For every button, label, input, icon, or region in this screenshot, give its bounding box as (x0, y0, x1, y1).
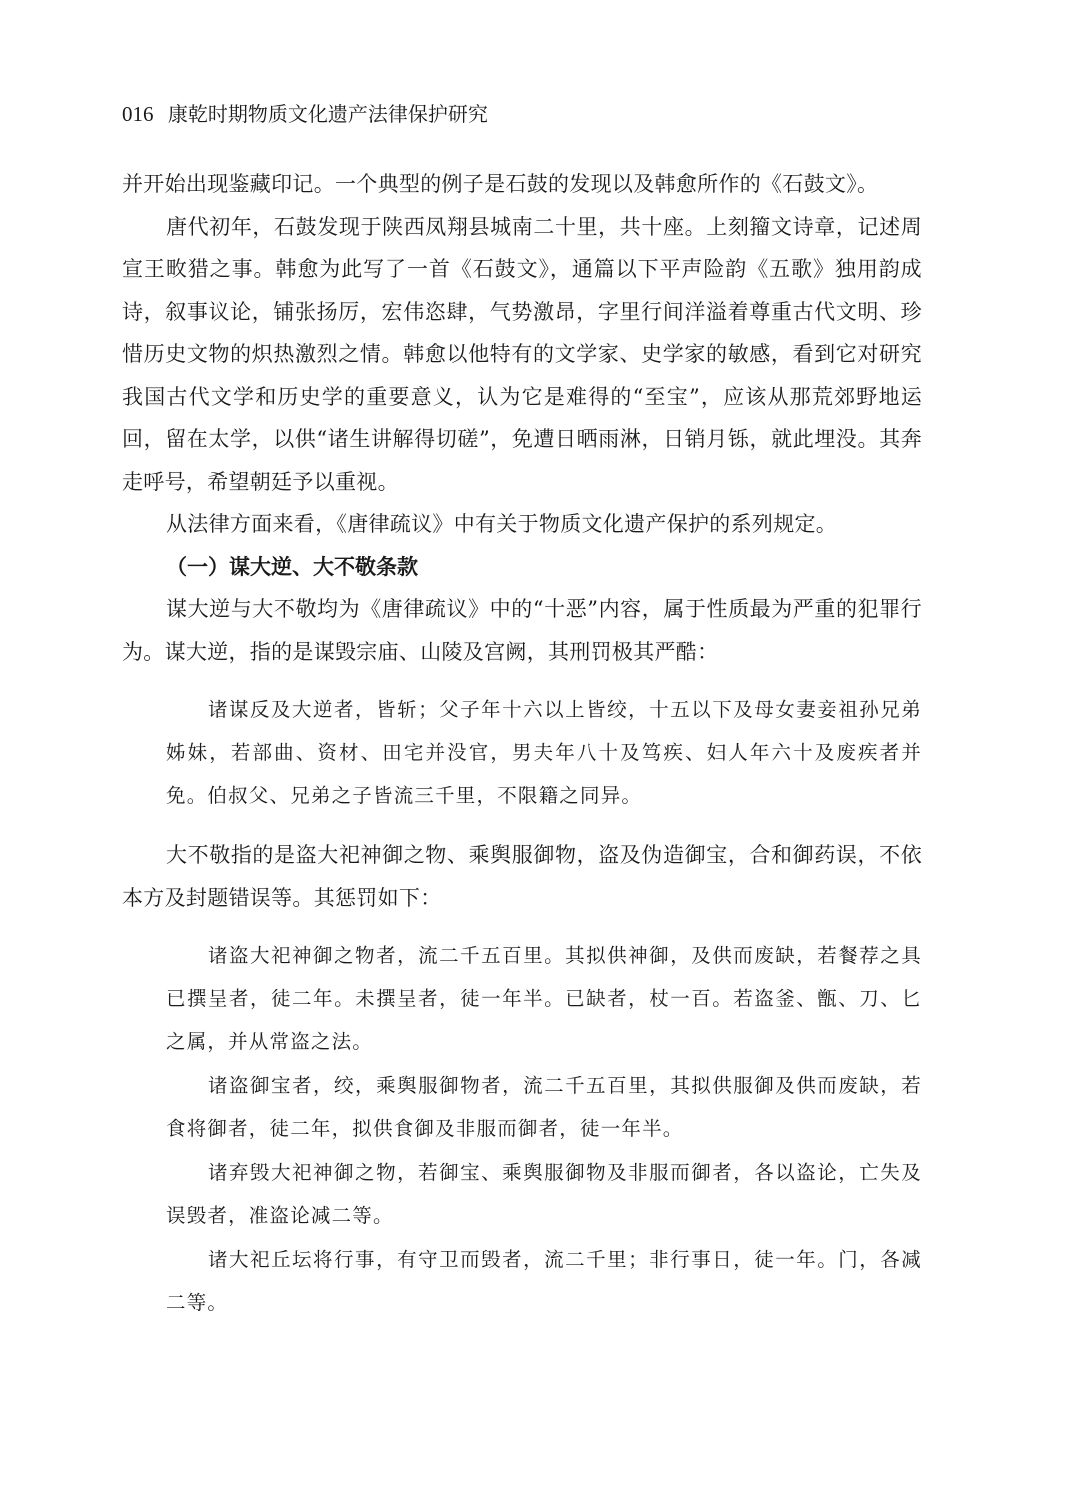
quotation-destruction: 诸弃毁大祀神御之物，若御宝、乘舆服御物及非服而御者，各以盗论，亡失及误毁者，准盗论减二等。 (166, 1161, 922, 1227)
paragraph-great-sedition: 谋大逆与大不敬均为《唐律疏议》中的“十恶”内容，属于性质最为严重的犯罪行为。谋大逆，指的是谋毁宗庙、山陵及宫阙，其刑罚极其严酷： (122, 597, 922, 664)
section-heading: （一）谋大逆、大不敬条款 (166, 553, 418, 579)
quotation-great-sedition: 诸谋反及大逆者，皆斩；父子年十六以上皆绞，十五以下及母女妻妾祖孙兄弟姊妹，若部曲、资材、田宅并没官，男夫年八十及笃疾、妇人年六十及废疾者并免。伯叔父、兄弟之子皆流三千里，不限籍之同异。 (166, 698, 922, 807)
paragraph-continuation: 并开始出现鉴藏印记。一个典型的例子是石鼓的发现以及韩愈所作的《石鼓文》。 (122, 172, 879, 196)
quotation-imperial-seals: 诸盗御宝者，绞，乘舆服御物者，流二千五百里，其拟供服御及供而废缺，若食将御者，徒二年，拟供食御及非服而御者，徒一年半。 (166, 1074, 922, 1140)
page-number: 016 (122, 102, 154, 126)
paragraph-great-irreverence: 大不敬指的是盗大祀神御之物、乘舆服御物，盗及伪造御宝，合和御药误，不依本方及封题错误等。其惩罚如下： (122, 843, 922, 910)
main-text (122, 163, 922, 1324)
paragraph-tang-code-intro: 从法律方面来看，《唐律疏议》中有关于物质文化遗产保护的系列规定。 (166, 512, 838, 536)
book-title: 康乾时期物质文化遗产法律保护研究 (167, 102, 488, 126)
paragraph-stone-drums: 唐代初年，石鼓发现于陕西凤翔县城南二十里，共十座。上刻籀文诗章，记述周宣王畋猎之事。韩愈为此写了一首《石鼓文》，通篇以下平声险韵《五歌》独用韵成诗，叙事议论，铺张扬厉，宏伟恣肆，气势激昂，字里行间洋溢着尊重古代文明、珍惜历史文物的炽热激烈之情。韩愈以他特有的文学家、史学家的敏感，看到它对研究我国古代文学和历史学的重要意义，认为它是难得的“至宝”，应该从那荒郊野地运回，留在太学，以供“诸生讲解得切磋”，免遭日晒雨淋，日销月铄，就此埋没。其奔走呼号，希望朝廷予以重视。 (122, 214, 922, 494)
quotation-sacrificial-objects: 诸盗大祀神御之物者，流二千五百里。其拟供神御，及供而废缺，若餐荐之具已撰呈者，徒二年。未撰呈者，徒一年半。已缺者，杖一百。若盗釜、甑、刀、匕之属，并从常盗之法。 (166, 944, 922, 1053)
running-header (122, 98, 488, 130)
quotation-altars: 诸大祀丘坛将行事，有守卫而毁者，流二千里；非行事日，徒一年。门，各减二等。 (166, 1248, 922, 1314)
